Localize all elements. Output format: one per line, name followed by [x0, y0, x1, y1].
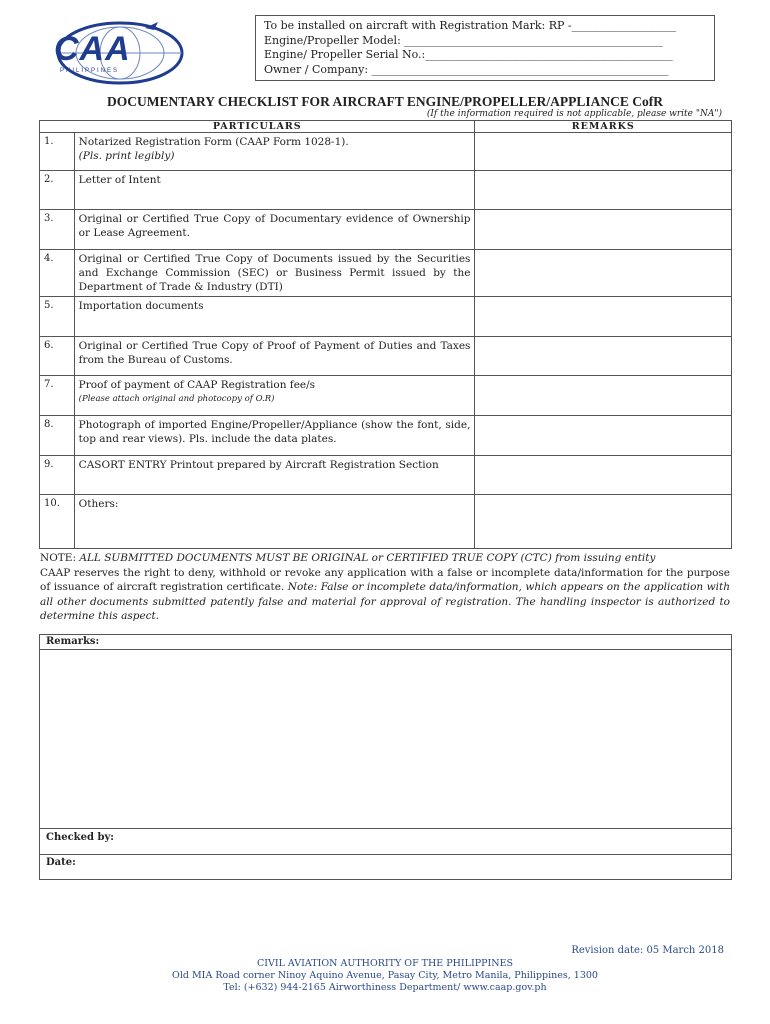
table-row [40, 456, 732, 495]
row-number: 9. [40, 456, 75, 495]
table-row [40, 210, 732, 250]
serial-number-field[interactable]: Engine/ Propeller Serial No.:_____________________________________________ [264, 48, 673, 61]
row-remarks-cell[interactable] [475, 133, 732, 171]
row-particular: Photograph of imported Engine/Propeller/Appliance (show the font, side, top and rear views). Pls. include the data plates. [74, 416, 475, 456]
row-number: 7. [40, 376, 75, 416]
row-particular: Original or Certified True Copy of Documents issued by the Securities and Exchange Commission (SEC) or Business Permit issued by the Department of Trade & Industry (DTI) [74, 250, 475, 297]
table-row [40, 297, 732, 337]
row-subtext: (Please attach original and photocopy of O.R) [78, 394, 275, 404]
table-row [40, 376, 732, 416]
reserve-text: CAAP reserves the right to deny, withhold or revoke any application with a false or incomplete data/information for the purpose of issuance of aircraft registration certificate. [40, 566, 730, 593]
row-particular: Importation documents [74, 297, 475, 337]
remarks-box [39, 634, 732, 880]
row-remarks-cell[interactable] [475, 416, 732, 456]
row-number: 6. [40, 337, 75, 376]
footer-org: CIVIL AVIATION AUTHORITY OF THE PHILIPPINES [256, 958, 514, 969]
reserve-paragraph [40, 566, 730, 624]
row-subtext: (Pls. print legibly) [78, 150, 175, 162]
logo-subtext: PHILIPPINES [60, 68, 120, 74]
footer [0, 958, 770, 994]
row-number: 5. [40, 297, 75, 337]
notes-section [40, 551, 730, 624]
table-row [40, 495, 732, 549]
row-particular [74, 133, 475, 171]
row-remarks-cell[interactable] [475, 250, 732, 297]
row-remarks-cell[interactable] [475, 171, 732, 210]
owner-company-field[interactable]: Owner / Company: ______________________________________________________ [264, 62, 669, 76]
row-text: Proof of payment of CAAP Registration fee/s [78, 379, 316, 391]
remarks-label: Remarks: [40, 635, 731, 650]
logo-wordmark: CAA [54, 30, 131, 68]
table-row [40, 171, 732, 210]
row-particular: Original or Certified True Copy of Documentary evidence of Ownership or Lease Agreement. [74, 210, 475, 250]
row-remarks-cell[interactable] [475, 456, 732, 495]
row-particular [74, 376, 475, 416]
row-particular: Others: [74, 495, 475, 549]
table-header-row [40, 121, 732, 133]
row-remarks-cell[interactable] [475, 210, 732, 250]
reserve-italic-text: Note: False or incomplete data/information, which appears on the application with all other documents submitted patently false and material for approval of registration. The handling inspector is authorized to determine this aspect. [40, 581, 730, 622]
table-row [40, 337, 732, 376]
row-particular: Original or Certified True Copy of Proof of Payment of Duties and Taxes from the Bureau of Customs. [74, 337, 475, 376]
row-remarks-cell[interactable] [475, 495, 732, 549]
note-text: ALL SUBMITTED DOCUMENTS MUST BE ORIGINAL or CERTIFIED TRUE COPY (CTC) from issuing entity [79, 552, 656, 564]
row-number: 1. [40, 133, 75, 171]
row-number: 4. [40, 250, 75, 297]
registration-mark-field[interactable]: To be installed on aircraft with Registration Mark: RP -___________________ [264, 19, 677, 32]
checklist-table [39, 120, 732, 549]
note-line [40, 551, 730, 566]
footer-contact: Tel: (+632) 944-2165 Airworthiness Department/ www.caap.gov.ph [223, 982, 547, 993]
particulars-header: PARTICULARS [40, 121, 475, 133]
na-instruction: (If the information required is not applicable, please write "NA") [426, 109, 722, 119]
row-remarks-cell[interactable] [475, 337, 732, 376]
document-title: DOCUMENTARY CHECKLIST FOR AIRCRAFT ENGINE/PROPELLER/APPLIANCE CofR [107, 94, 663, 109]
table-row [40, 250, 732, 297]
footer-address: Old MIA Road corner Ninoy Aquino Avenue, Pasay City, Metro Manila, Philippines, 1300 [172, 970, 598, 981]
checked-by-label: Checked by: [40, 828, 731, 855]
row-particular: Letter of Intent [74, 171, 475, 210]
table-row [40, 416, 732, 456]
date-label: Date: [40, 854, 731, 871]
table-row [40, 133, 732, 171]
note-label: NOTE: [40, 552, 77, 564]
row-number: 10. [40, 495, 75, 549]
engine-model-field[interactable]: Engine/Propeller Model: _______________________________________________ [264, 33, 663, 47]
row-number: 3. [40, 210, 75, 250]
row-number: 2. [40, 171, 75, 210]
row-particular: CASORT ENTRY Printout prepared by Aircraft Registration Section [74, 456, 475, 495]
revision-date: Revision date: 05 March 2018 [571, 945, 724, 956]
row-remarks-cell[interactable] [475, 376, 732, 416]
row-text: Notarized Registration Form (CAAP Form 1028-1). [78, 136, 349, 148]
row-number: 8. [40, 416, 75, 456]
row-remarks-cell[interactable] [475, 297, 732, 337]
aircraft-info-box [255, 15, 715, 81]
remarks-header: REMARKS [475, 121, 732, 133]
